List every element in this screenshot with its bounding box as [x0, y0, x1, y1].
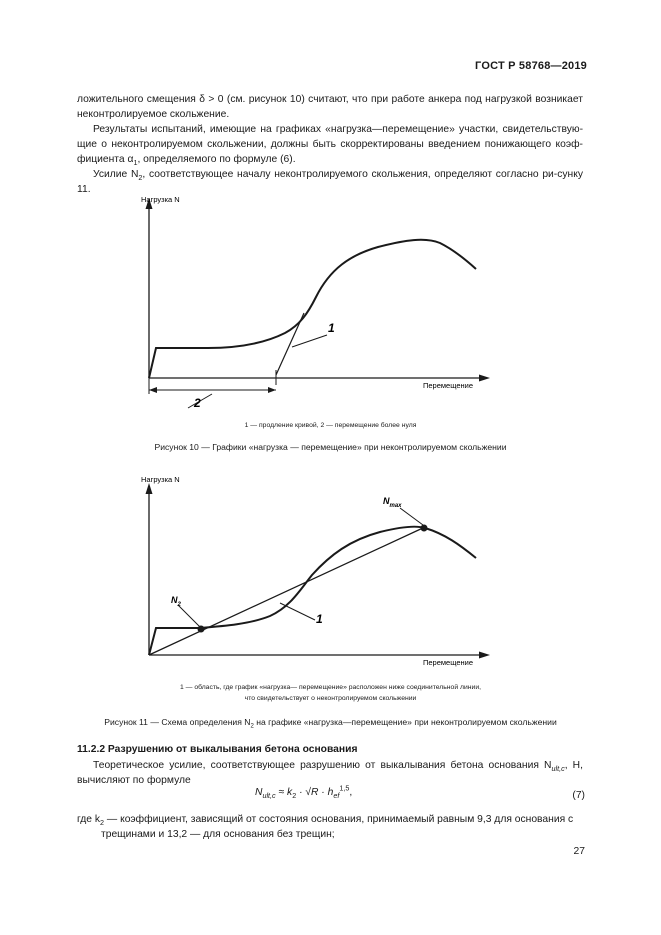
fig10-x-label: Перемещение	[423, 381, 473, 390]
paragraph-1: ложительного смещения δ > 0 (см. рисунок 10) считают, что при работе анкера под нагрузкой возникает неконтролируемое скольжение.	[77, 94, 583, 120]
fig11-nmax-leader	[400, 508, 423, 525]
fig11-leader-1	[280, 603, 315, 620]
formula-end: ,	[349, 787, 353, 798]
fig11-x-label: Перемещение	[423, 658, 473, 667]
formula-h-sup: 1,5	[339, 783, 350, 793]
page-number: 27	[573, 846, 585, 857]
where-text-end: — коэффициент, зависящий от состояния основания, принимаемый равным 9,3 для основания с	[104, 814, 574, 825]
formula-eq: ≈ k	[275, 787, 293, 798]
paragraph-3-text: Усилие N	[93, 169, 139, 180]
fig10-dim-arrow-right	[268, 387, 276, 393]
where-sub: 2	[100, 818, 105, 828]
document-code: ГОСТ Р 58768—2019	[475, 60, 587, 72]
figure-10-legend: 1 — продление кривой, 2 — перемещение более нуля	[244, 422, 417, 429]
formula-mid: · √R · h	[296, 787, 334, 798]
fig10-y-label: Нагрузка N	[141, 195, 180, 204]
fig11-n2-main: N	[171, 595, 178, 605]
fig11-nmax-point	[421, 525, 428, 532]
where-text: где k	[77, 814, 101, 825]
where-clause	[77, 812, 583, 827]
section-sub: ult,c	[551, 764, 565, 774]
fig11-caption-end: на графике «нагрузка—перемещение» при неконтролируемом скольжении	[253, 717, 557, 727]
formula-h-sub: ef	[333, 791, 340, 801]
figure-11-chart	[0, 470, 661, 680]
section-title: 11.2.2 Разрушению от выкалывания бетона основания	[77, 744, 358, 755]
fig11-n2-label	[171, 595, 182, 608]
fig10-x-arrow	[479, 375, 490, 382]
fig11-connecting-line	[149, 527, 425, 655]
fig11-n2-point	[198, 626, 205, 633]
fig11-y-label: Нагрузка N	[141, 475, 180, 484]
paragraph-2	[77, 122, 583, 167]
fig11-n2-sub: 2	[177, 602, 181, 608]
figure-11-legend-1: 1 — область, где график «нагрузка— перемещение» расположен ниже соединительной линии,	[179, 684, 482, 691]
paragraph-2-text: Результаты испытаний, имеющие на графиках «нагрузка—перемещение» участки, свидетельствую-щие о неконтролируемом скольжении, должны быть скорректированы введением понижающего коэф-фициента α	[77, 124, 583, 165]
fig11-nmax-label	[383, 496, 402, 509]
fig11-y-arrow	[146, 483, 153, 494]
figure-10-chart	[0, 185, 661, 425]
fig11-caption-text: Рисунок 11 — Схема определения N	[104, 717, 251, 727]
fig10-dim-arrow-left	[149, 387, 157, 393]
formula-7	[255, 783, 353, 801]
where-clause-line2: трещинами и 13,2 — для основания без трещин;	[101, 829, 335, 840]
fig11-marker-1: 1	[316, 612, 323, 626]
figure-11-legend-2: что свидетельствует о неконтролируемом скольжении	[244, 695, 417, 702]
fig11-n2-leader	[178, 605, 200, 627]
fig11-curve	[149, 527, 476, 655]
fig10-marker-2: 2	[194, 396, 201, 410]
section-text: Теоретическое усилие, соответствующее разрушению от выкалывания бетона основания N	[93, 760, 552, 771]
formula-number: (7)	[572, 790, 585, 801]
paragraph-3-end: , соответствующее началу неконтролируемого скольжения, определяют согласно ри-сунку 11.	[77, 169, 583, 195]
fig10-leader-1	[292, 335, 327, 347]
fig10-marker-1: 1	[328, 321, 335, 335]
alpha-subscript: 1	[133, 158, 138, 168]
section-paragraph	[77, 758, 583, 788]
formula-lhs: N	[255, 787, 263, 798]
n2-subscript: 2	[138, 173, 143, 183]
paragraph-2-end: , определяемого по формуле (6).	[137, 154, 296, 165]
figure-10-caption: Рисунок 10 — Графики «нагрузка — перемещение» при неконтролируемом скольжении	[154, 442, 507, 452]
formula-lhs-sub: ult,c	[262, 791, 276, 801]
fig10-curve	[149, 240, 476, 378]
fig11-nmax-sub: max	[389, 503, 402, 509]
fig11-nmax-main: N	[383, 496, 390, 506]
fig11-x-arrow	[479, 652, 490, 659]
figure-11-caption	[0, 717, 661, 730]
fig11-caption-sub: 2	[250, 723, 254, 730]
formula-k-sub: 2	[292, 791, 297, 801]
section-text-end: , Н, вычисляют по формуле	[77, 760, 583, 786]
